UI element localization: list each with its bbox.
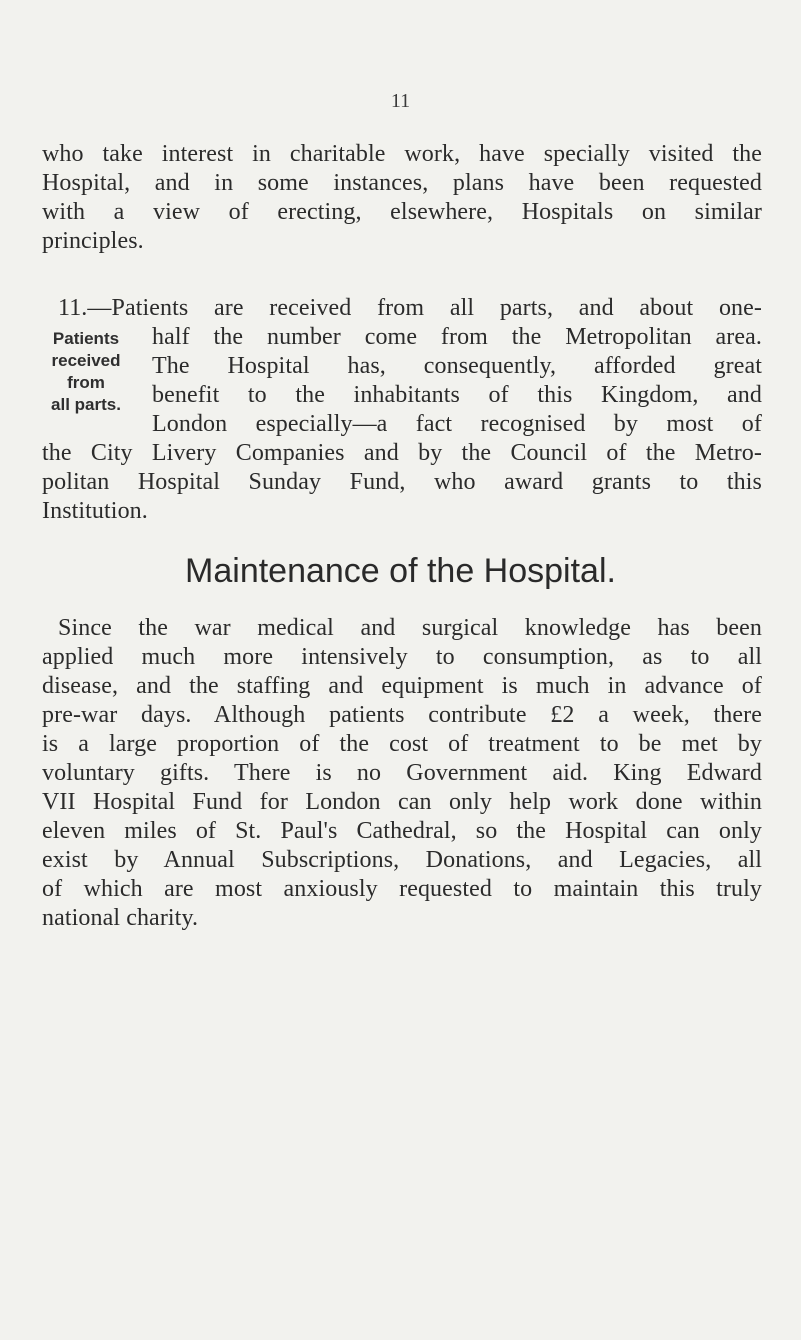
section-heading: Maintenance of the Hospital.	[185, 552, 616, 590]
text-line: Hospital, and in some instances, plans have been requested	[42, 170, 762, 196]
text-line: is a large proportion of the cost of treatment to be met by	[42, 731, 762, 757]
page-number: 11	[390, 90, 411, 112]
text-line: principles.	[42, 228, 144, 254]
text-line: eleven miles of St. Paul's Cathedral, so the Hospital can only	[42, 818, 762, 844]
text-line: of which are most anxiously requested to maintain this truly	[42, 876, 762, 902]
text-line: VII Hospital Fund for London can only help work done within	[42, 789, 762, 815]
text-line: national charity.	[42, 905, 199, 931]
text-line: half the number come from the Metropolitan area.	[152, 324, 762, 350]
text-line: with a view of erecting, elsewhere, Hospitals on similar	[42, 199, 762, 225]
text-line: disease, and the staffing and equipment is much in advance of	[42, 673, 762, 699]
margin-note-line: received	[51, 351, 121, 370]
text-line: benefit to the inhabitants of this Kingdom, and	[152, 382, 762, 408]
text-line: voluntary gifts. There is no Government aid. King Edward	[42, 760, 762, 786]
text-line: pre-war days. Although patients contribute £2 a week, there	[42, 702, 762, 728]
text-line: politan Hospital Sunday Fund, who award grants to this	[42, 469, 762, 495]
text-line: Since the war medical and surgical knowledge has been	[58, 615, 762, 641]
text-line: applied much more intensively to consumption, as to all	[42, 644, 762, 670]
text-line: 11.—Patients are received from all parts, and about one-	[58, 295, 762, 321]
margin-note-line: all parts.	[51, 395, 121, 414]
text-line: who take interest in charitable work, have specially visited the	[42, 141, 762, 167]
margin-note-line: from	[67, 373, 105, 392]
margin-note-line: Patients	[52, 329, 120, 348]
text-line: the City Livery Companies and by the Council of the Metro-	[42, 440, 762, 466]
text-line: The Hospital has, consequently, afforded great	[152, 353, 762, 379]
margin-note	[28, 328, 144, 416]
text-line: Institution.	[42, 498, 148, 524]
text-line: London especially—a fact recognised by most of	[152, 411, 762, 437]
text-line: exist by Annual Subscriptions, Donations, and Legacies, all	[42, 847, 762, 873]
